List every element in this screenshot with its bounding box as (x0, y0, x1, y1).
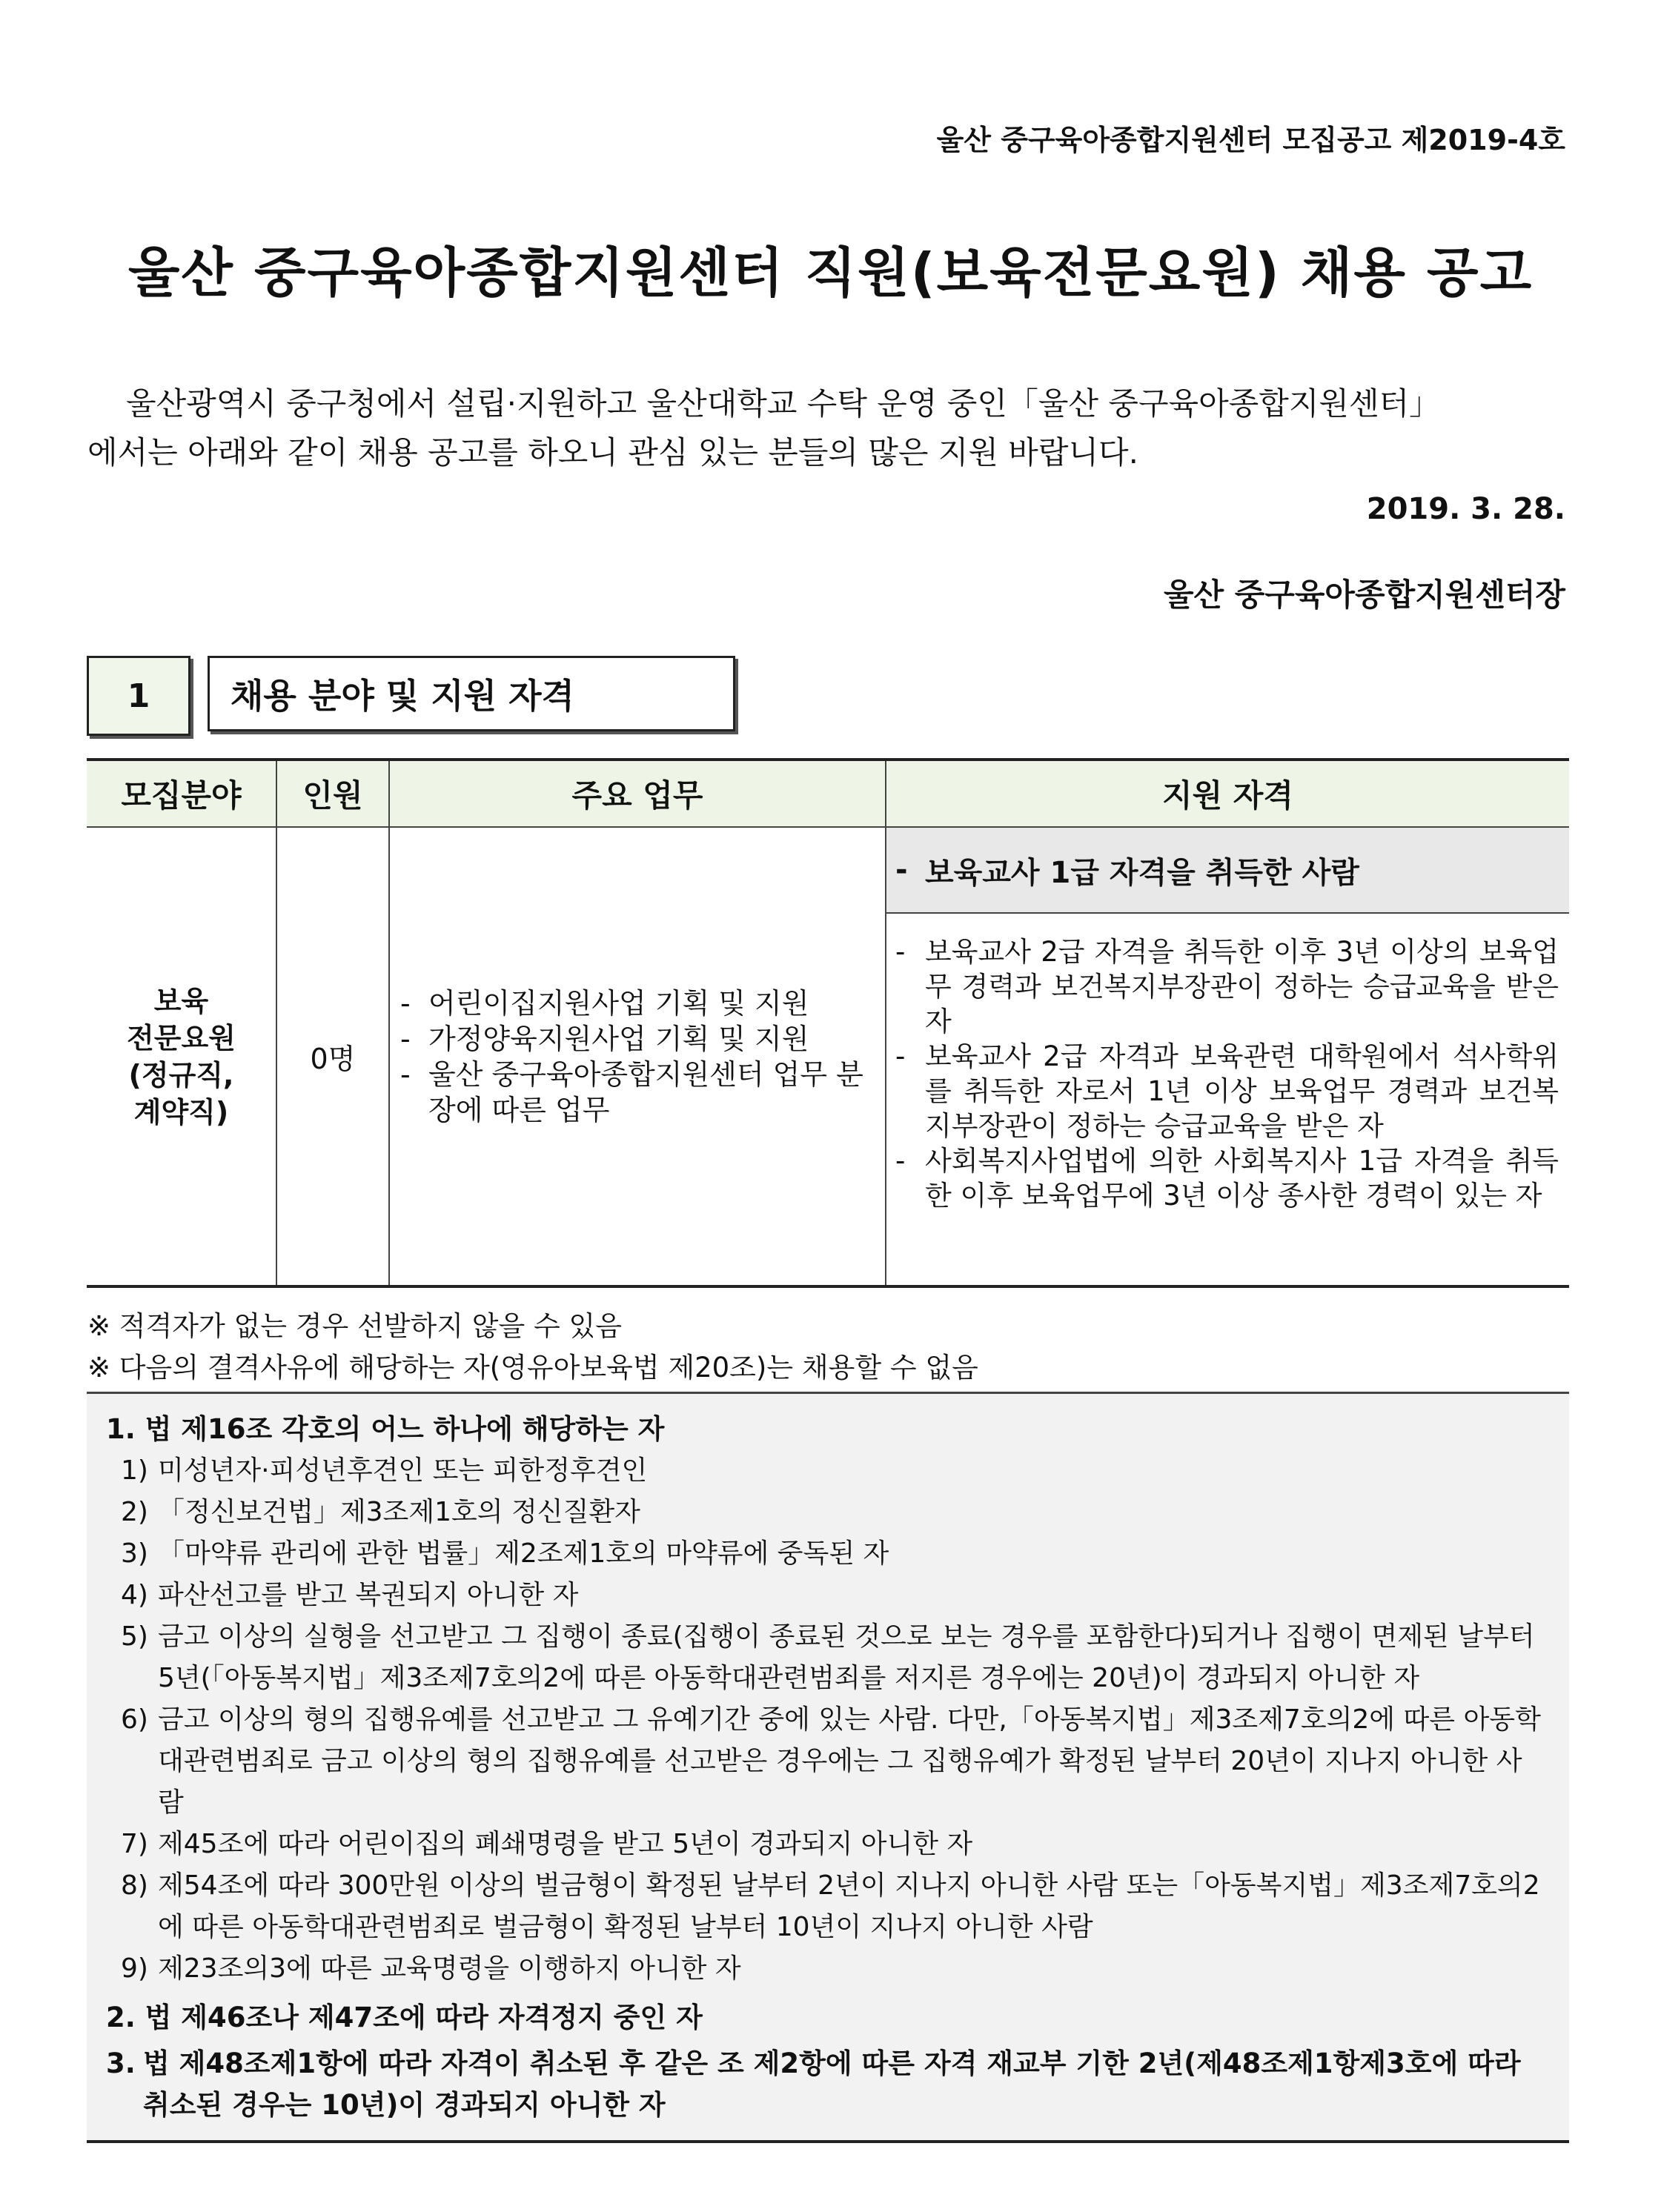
qualification-text: 보육교사 2급 자격을 취득한 이후 3년 이상의 보육업무 경력과 보건복지부장관이 정하는 승급교육을 받은 자 (925, 936, 1559, 1037)
table-header-row (87, 760, 1569, 827)
sub-item (106, 1450, 1544, 1492)
table-row (87, 827, 1569, 1286)
count-cell: 0명 (276, 827, 389, 1286)
section-number-box: 1 (87, 656, 190, 736)
qualification-item (895, 1039, 1559, 1143)
qualification-list (886, 914, 1569, 1228)
header-qualifications: 지원 자격 (886, 760, 1569, 827)
duty-item (400, 1021, 873, 1057)
qualification-item (895, 934, 1559, 1039)
sub-item (106, 1699, 1544, 1824)
field-line: 전문요원 (127, 1021, 236, 1054)
duties-cell (389, 827, 886, 1286)
recruitment-table (87, 758, 1569, 1288)
field-cell (87, 827, 276, 1286)
qualification-item (895, 1143, 1559, 1213)
qualification-text: 보육교사 2급 자격과 보육관련 대학원에서 석사학위를 취득한 자로서 1년 이상 보육업무 경력과 보건복지부장관이 정하는 승급교육을 받은 자 (925, 1040, 1559, 1142)
item-number: 3. (106, 2047, 136, 2079)
dash: - (400, 1022, 411, 1055)
sub-item-text: 「정신보건법」제3조제1호의 정신질환자 (158, 1497, 640, 1527)
signer: 울산 중구육아종합지원센터장 (1163, 577, 1565, 613)
sub-item (106, 1533, 1544, 1575)
notes (87, 1306, 978, 1389)
note-line: ※ 다음의 결격사유에 해당하는 자(영유아보육법 제20조)는 채용할 수 없음 (87, 1352, 978, 1384)
dash: - (895, 853, 908, 887)
sub-item-number: 3) (121, 1538, 148, 1569)
disqualification-item-2: 2. 법 제46조나 제47조에 따라 자격정지 중인 자 (106, 2002, 703, 2033)
sub-item (106, 1865, 1544, 1948)
intro-line-1: 울산광역시 중구청에서 설립·지원하고 울산대학교 수탁 운영 중인「울산 중구육아종합지원센터」 (126, 385, 1441, 422)
sub-item-text: 제54조에 따라 300만원 이상의 벌금형이 확정된 날부터 2년이 지나지 아니한 사람 또는「아동복지법」제3조제7호의2에 따른 아동학대관련범죄로 벌금형이 확정된 날부터 10년이 지나지 아니한 사람 (158, 1870, 1540, 1942)
sub-item-number: 1) (121, 1455, 148, 1486)
note-line: ※ 적격자가 없는 경우 선발하지 않을 수 있음 (87, 1310, 622, 1342)
duty-text: 울산 중구육아종합지원센터 업무 분장에 따른 업무 (428, 1057, 863, 1126)
sub-item-number: 8) (121, 1870, 148, 1901)
dash: - (400, 986, 411, 1020)
sub-item (106, 1616, 1544, 1699)
primary-qualification (886, 828, 1569, 914)
sub-item-text: 파산선고를 받고 복권되지 아니한 자 (158, 1580, 579, 1610)
page-title: 울산 중구육아종합지원센터 직원(보육전문요원) 채용 공고 (127, 242, 1534, 304)
sub-item-number: 9) (121, 1953, 148, 1984)
sub-item (106, 1492, 1544, 1533)
announcement-date: 2019. 3. 28. (1366, 492, 1565, 526)
sub-item (106, 1948, 1544, 1990)
field-line: (정규직, (128, 1058, 234, 1092)
sub-item (106, 1824, 1544, 1865)
qualification-text: 사회복지사업법에 의한 사회복지사 1급 자격을 취득한 이후 보육업무에 3년 이상 종사한 경력이 있는 자 (925, 1145, 1559, 1212)
duty-item (400, 1057, 873, 1128)
sub-item-text: 금고 이상의 실형을 선고받고 그 집행이 종료(집행이 종료된 것으로 보는 경우를 포함한다)되거나 집행이 면제된 날부터 5년(「아동복지법」제3조제7호의2에 따른 아동학대관련범죄를 저지른 경우에는 20년)이 경과되지 아니한 자 (158, 1621, 1535, 1693)
section-title-box: 채용 분야 및 지원 자격 (208, 656, 735, 731)
sub-item-text: 금고 이상의 형의 집행유예를 선고받고 그 유예기간 중에 있는 사람. 다만,「아동복지법」제3조제7호의2에 따른 아동학대관련범죄로 금고 이상의 형의 집행유예를 선고받은 경우에는 그 집행유예가 확정된 날부터 20년이 지나지 아니한 사람 (158, 1704, 1541, 1818)
disqualification-box (87, 1392, 1569, 2143)
duty-text: 가정양육지원사업 기획 및 지원 (428, 1022, 809, 1055)
qualifications-cell (886, 827, 1569, 1286)
dash: - (895, 1040, 906, 1072)
field-line: 계약직) (133, 1095, 229, 1129)
sub-item-number: 2) (121, 1497, 148, 1527)
disqualification-item-1: 1. 법 제16조 각호의 어느 하나에 해당하는 자 (106, 1413, 665, 1445)
sub-item-text: 제23조의3에 따른 교육명령을 이행하지 아니한 자 (158, 1953, 741, 1984)
sub-item-number: 6) (121, 1704, 148, 1735)
intro-line-2: 에서는 아래와 같이 채용 공고를 하오니 관심 있는 분들의 많은 지원 바랍니다. (87, 434, 1138, 471)
item-text: 법 제48조제1항에 따라 자격이 취소된 후 같은 조 제2항에 따른 자격 재교부 기한 2년(제48조제1항제3호에 따라 취소된 경우는 10년)이 경과되지 아니한 자 (143, 2047, 1521, 2121)
duty-text: 어린이집지원사업 기획 및 지원 (428, 986, 809, 1020)
dash: - (400, 1057, 411, 1091)
field-line: 보육 (153, 984, 209, 1017)
header-field: 모집분야 (87, 760, 276, 827)
disqualification-item-3 (106, 2043, 1544, 2126)
sub-item-text: 미성년자·피성년후견인 또는 피한정후견인 (158, 1455, 648, 1486)
dash: - (895, 1145, 906, 1177)
sub-item-text: 「마약류 관리에 관한 법률」제2조제1호의 마약류에 중독된 자 (158, 1538, 889, 1569)
primary-qualification-text: 보육교사 1급 자격을 취득한 사람 (925, 855, 1359, 890)
duty-item (400, 986, 873, 1021)
header-duties: 주요 업무 (389, 760, 886, 827)
sub-item-number: 5) (121, 1621, 148, 1652)
sub-item-number: 4) (121, 1580, 148, 1610)
sub-item (106, 1575, 1544, 1616)
notice-number: 울산 중구육아종합지원센터 모집공고 제2019-4호 (936, 124, 1565, 156)
sub-item-text: 제45조에 따라 어린이집의 폐쇄명령을 받고 5년이 경과되지 아니한 자 (158, 1829, 973, 1859)
intro-paragraph (87, 379, 1568, 477)
dash: - (895, 936, 906, 968)
sub-item-number: 7) (121, 1829, 148, 1859)
header-count: 인원 (276, 760, 389, 827)
